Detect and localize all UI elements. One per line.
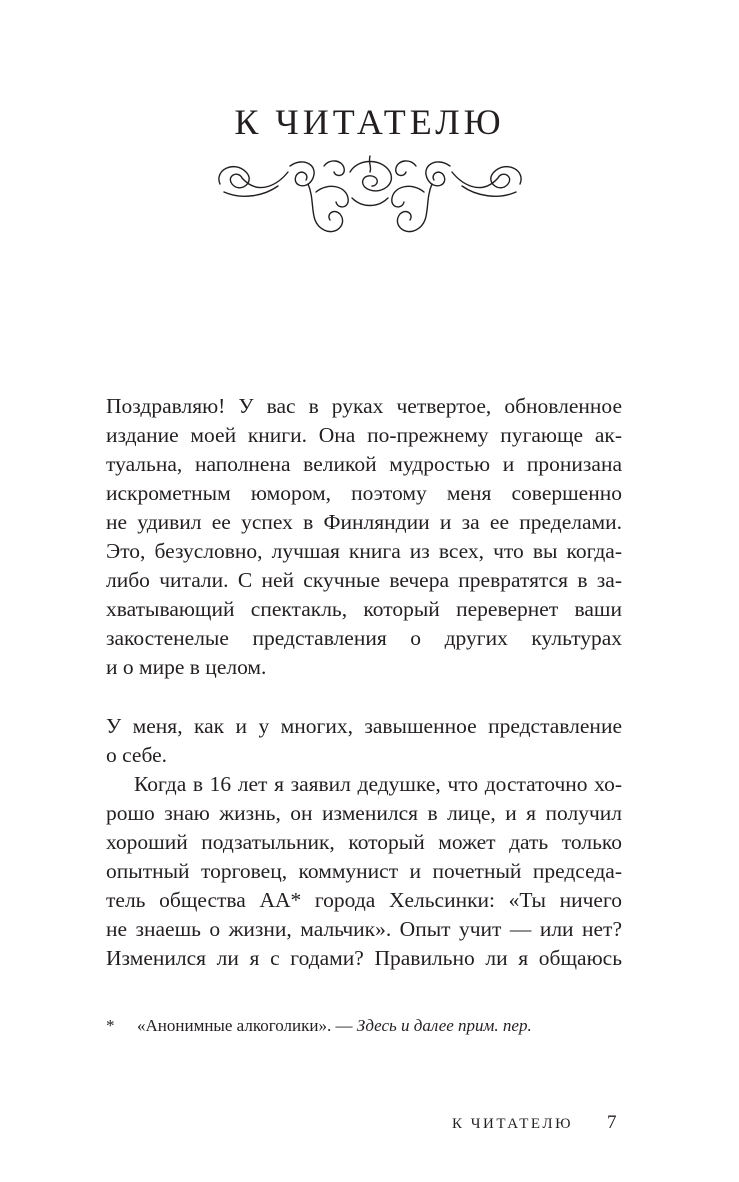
- text-line: туальна, наполнена великой мудростью и пронизана: [106, 452, 622, 476]
- page-number: 7: [607, 1112, 617, 1133]
- footnote-mark: *: [106, 1016, 115, 1035]
- text-line: Когда в 16 лет я заявил дедушке, что достаточно хо-: [134, 772, 622, 796]
- text-line: не удивил ее успех в Финляндии и за ее пределами.: [106, 510, 622, 534]
- footnote-text: «Анонимные алкоголики». —: [137, 1016, 353, 1035]
- text-line: хороший подзатыльник, который может дать только: [106, 830, 622, 854]
- text-line: о себе.: [106, 743, 168, 767]
- text-line: издание моей книги. Она по-прежнему пугающе ак-: [106, 423, 622, 447]
- text-line: закостенелые представления о других культурах: [106, 626, 622, 650]
- paragraph-self: [106, 712, 622, 973]
- footnote: [106, 1014, 532, 1038]
- text-line: Это, безусловно, лучшая книга из всех, что вы когда-: [106, 539, 622, 563]
- chapter-title: К ЧИТАТЕЛЮ: [234, 102, 505, 142]
- text-line: не знаешь о жизни, мальчик». Опыт учит — или нет?: [106, 917, 622, 941]
- text-line: Изменился ли я с годами? Правильно ли я общаюсь: [106, 946, 622, 970]
- text-line: опытный торговец, коммунист и почетный председа-: [106, 859, 622, 883]
- running-head: К ЧИТАТЕЛЮ: [452, 1116, 573, 1132]
- text-line: хватывающий спектакль, который перевернет ваши: [106, 597, 622, 621]
- text-line: Поздравляю! У вас в руках четвертое, обновленное: [106, 394, 622, 418]
- text-line: искрометным юмором, поэтому меня совершенно: [106, 481, 622, 505]
- footnote-italic-note: Здесь и далее прим. пер.: [356, 1016, 532, 1035]
- text-line: рошо знаю жизнь, он изменился в лице, и я получил: [106, 801, 622, 825]
- text-line: либо читали. С ней скучные вечера превратятся в за-: [106, 568, 622, 592]
- text-line: У меня, как и у многих, завышенное представление: [106, 714, 622, 738]
- paragraph-intro: [106, 392, 622, 682]
- text-line: тель общества АА* города Хельсинки: «Ты ничего: [106, 888, 622, 912]
- text-line: и о мире в целом.: [106, 655, 267, 679]
- flourish-ornament-icon: [212, 152, 528, 236]
